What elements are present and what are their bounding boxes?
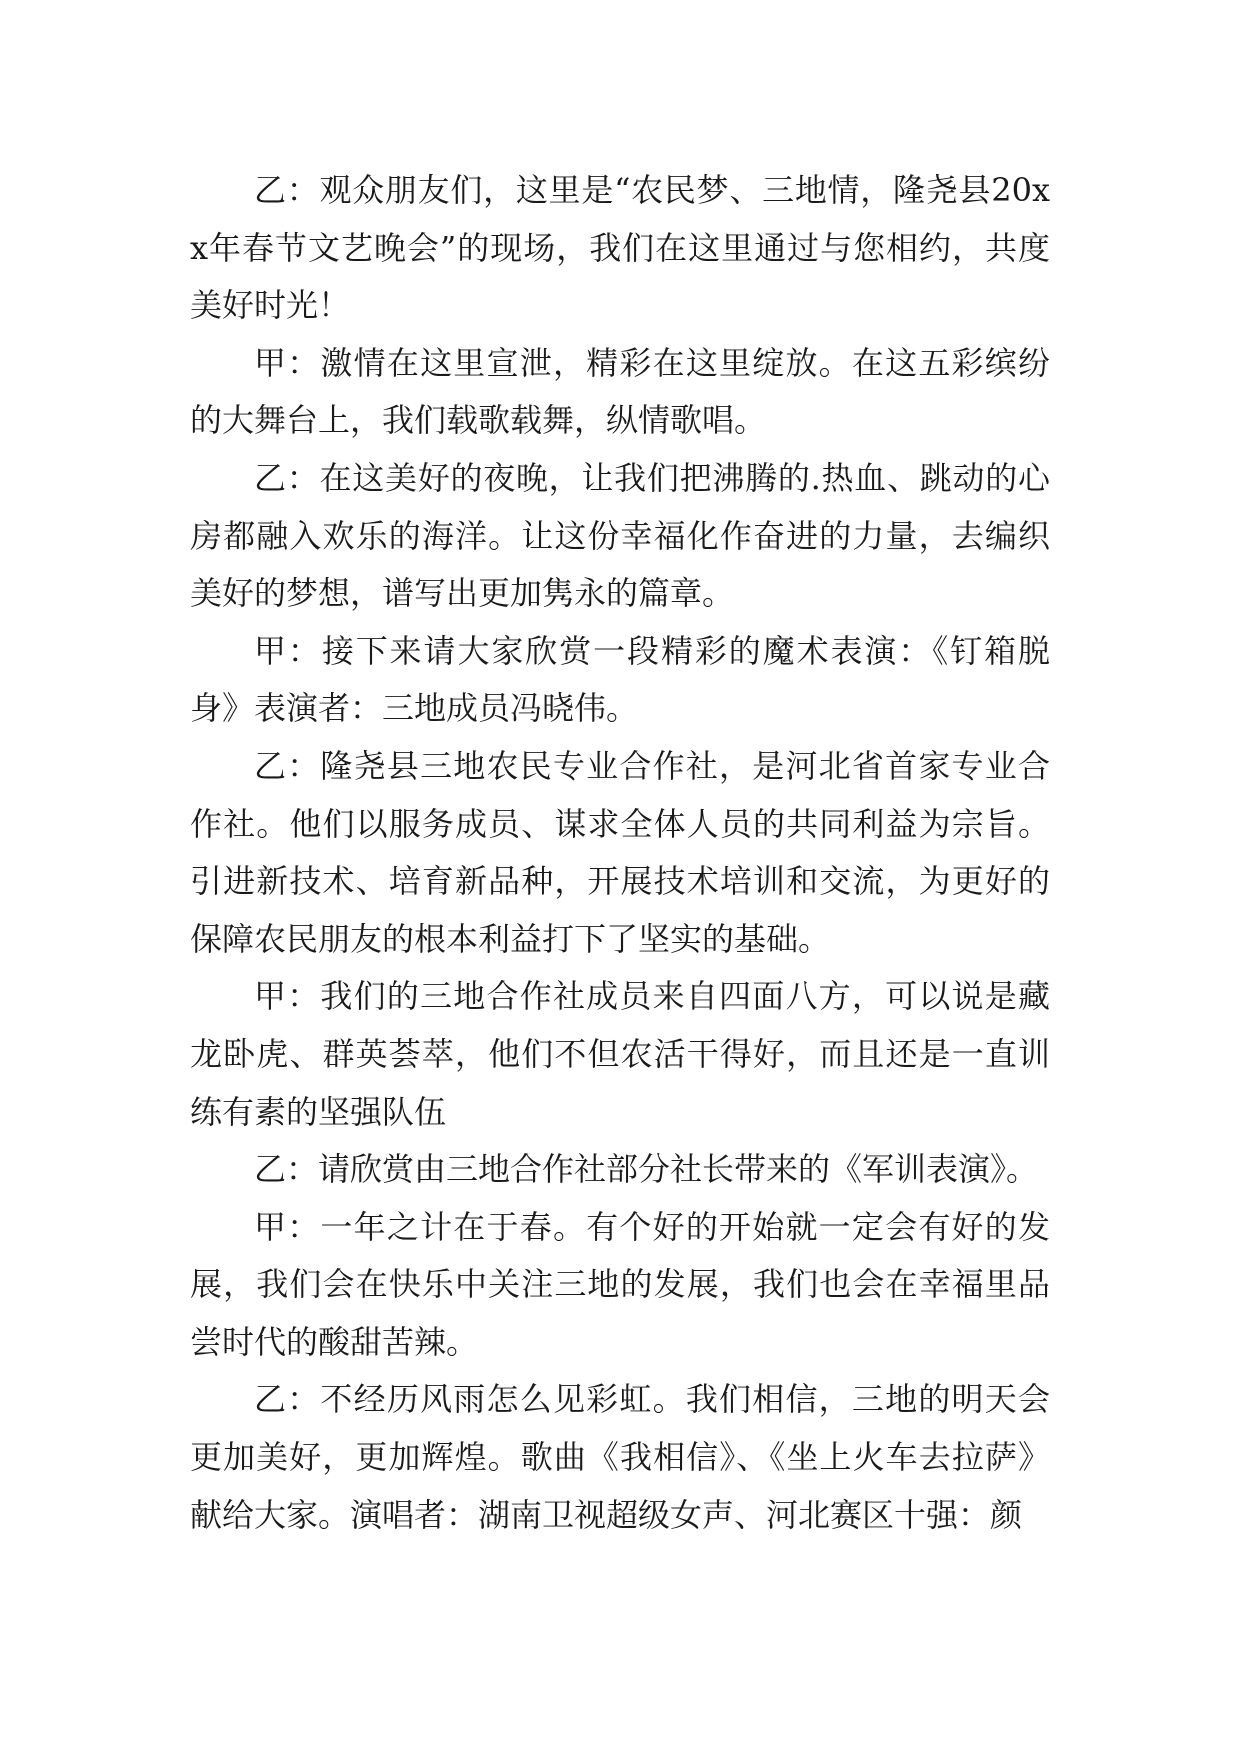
- paragraph: 乙：不经历风雨怎么见彩虹。我们相信，三地的明天会更加美好，更加辉煌。歌曲《我相信》、《坐上火车去拉萨》献给大家。演唱者：湖南卫视超级女声、河北赛区十强：颜: [190, 1380, 1050, 1534]
- paragraph: 乙：观众朋友们，这里是“农民梦、三地情，隆尧县20xx年春节文艺晚会”的现场，我们在这里通过与您相约，共度美好时光！: [190, 171, 1050, 325]
- paragraph: 乙：隆尧县三地农民专业合作社，是河北省首家专业合作社。他们以服务成员、谋求全体人员的共同利益为宗旨。引进新技术、培育新品种，开展技术培训和交流，为更好的保障农民朋友的根本利益打下了坚实的基础。: [190, 746, 1050, 958]
- paragraph: 乙：在这美好的夜晚，让我们把沸腾的.热血、跳动的心房都融入欢乐的海洋。让这份幸福化作奋进的力量，去编织美好的梦想，谱写出更加隽永的篇章。: [190, 458, 1050, 613]
- paragraph: 甲：接下来请大家欣赏一段精彩的魔术表演：《钉箱脱身》表演者：三地成员冯晓伟。: [190, 631, 1050, 728]
- paragraph: 甲：激情在这里宣泄，精彩在这里绽放。在这五彩缤纷的大舞台上，我们载歌载舞，纵情歌唱。: [190, 343, 1050, 440]
- paragraph: 甲：一年之计在于春。有个好的开始就一定会有好的发展，我们会在快乐中关注三地的发展，我们也会在幸福里品尝时代的酸甜苦辣。: [190, 1207, 1050, 1361]
- paragraph: 甲：我们的三地合作社成员来自四面八方，可以说是藏龙卧虎、群英荟萃，他们不但农活干得好，而且还是一直训练有素的坚强队伍: [190, 977, 1050, 1131]
- document-body: [190, 162, 1050, 1544]
- paragraph: 乙：请欣赏由三地合作社部分社长带来的《军训表演》。: [254, 1150, 1039, 1189]
